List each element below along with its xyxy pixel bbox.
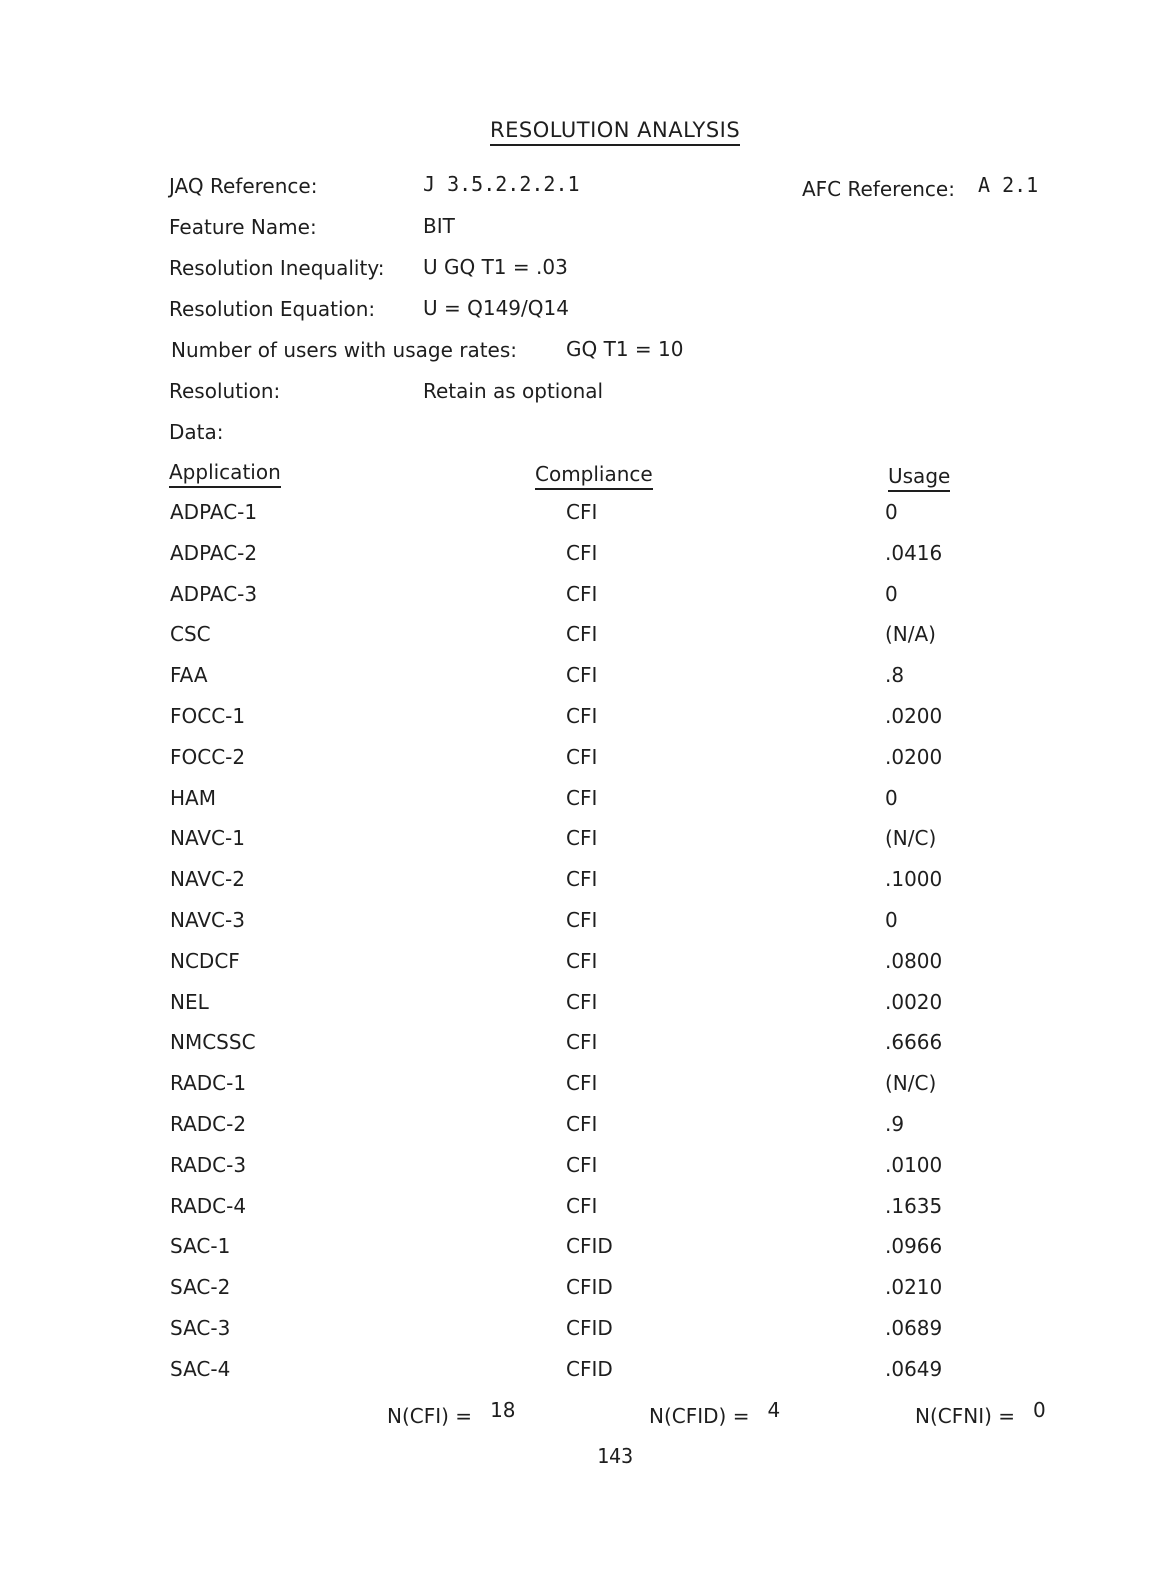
application-cell: FAA: [170, 663, 208, 688]
compliance-cell: CFI: [566, 540, 598, 565]
application-cell: NAVC-1: [170, 826, 245, 851]
jaq-reference-label: JAQ Reference:: [169, 174, 318, 198]
usage-cell: 0: [885, 581, 898, 606]
usage-cell: .0416: [885, 540, 943, 565]
table-row: [0, 622, 1161, 652]
table-row: [0, 867, 1161, 897]
usage-cell: (N/C): [885, 826, 937, 851]
application-cell: NAVC-2: [170, 867, 245, 892]
page-title: RESOLUTION ANALYSIS: [490, 118, 740, 146]
usage-cell: .0649: [885, 1356, 943, 1381]
summary-cfid-label: N(CFID) =: [649, 1404, 750, 1428]
usage-cell: 0: [885, 908, 898, 932]
usage-cell: .1635: [885, 1193, 943, 1218]
compliance-cell: CFI: [566, 948, 598, 973]
compliance-cell: CFI: [566, 704, 598, 728]
application-cell: NAVC-3: [170, 908, 245, 932]
feature-name-label: Feature Name:: [169, 215, 317, 239]
table-row: [0, 1234, 1161, 1264]
compliance-cell: CFI: [566, 622, 598, 647]
summary-cfid: [649, 1398, 781, 1428]
compliance-cell: CFI: [566, 500, 598, 524]
application-cell: RADC-1: [170, 1071, 247, 1096]
table-row: [0, 541, 1161, 571]
table-row: [0, 908, 1161, 938]
usage-cell: .0200: [885, 704, 943, 728]
table-row: [0, 1316, 1161, 1346]
usage-cell: .0210: [885, 1275, 943, 1300]
table-row: [0, 1357, 1161, 1387]
compliance-cell: CFI: [566, 989, 598, 1014]
table-row: [0, 1194, 1161, 1224]
compliance-cell: CFI: [566, 908, 598, 932]
compliance-cell: CFID: [566, 1356, 613, 1381]
compliance-cell: CFI: [566, 1112, 598, 1136]
resolution-value: Retain as optional: [423, 379, 604, 403]
resolution-inequality-label: Resolution Inequality:: [169, 256, 385, 280]
table-row: [0, 500, 1161, 530]
summary-cfid-value: 4: [767, 1398, 781, 1422]
application-cell: CSC: [170, 622, 211, 647]
usage-cell: 0: [885, 785, 898, 810]
application-cell: ADPAC-1: [170, 500, 258, 524]
compliance-cell: CFI: [566, 1193, 598, 1218]
application-cell: RADC-3: [170, 1152, 247, 1177]
usage-cell: .6666: [885, 1030, 943, 1055]
compliance-cell: CFI: [566, 581, 598, 606]
table-row: [0, 1071, 1161, 1101]
application-cell: RADC-4: [170, 1193, 247, 1218]
afc-reference-value: A 2.1: [978, 173, 1039, 197]
usage-cell: .0966: [885, 1234, 943, 1259]
usage-cell: (N/C): [885, 1071, 937, 1096]
resolution-label: Resolution:: [169, 379, 281, 403]
column-header-compliance: Compliance: [535, 462, 653, 490]
table-row: [0, 1030, 1161, 1060]
usage-cell: .0689: [885, 1316, 943, 1340]
compliance-cell: CFI: [566, 1152, 598, 1177]
application-cell: FOCC-1: [170, 704, 246, 728]
application-cell: NCDCF: [170, 948, 240, 973]
compliance-cell: CFI: [566, 1030, 598, 1055]
compliance-cell: CFI: [566, 826, 598, 851]
application-cell: NEL: [170, 989, 209, 1014]
application-cell: SAC-2: [170, 1275, 231, 1300]
summary-cfi-label: N(CFI) =: [387, 1404, 473, 1428]
usage-cell: .8: [885, 663, 905, 688]
summary-cfi-value: 18: [490, 1398, 516, 1422]
number-of-users-label: Number of users with usage rates:: [171, 338, 518, 362]
usage-cell: .0100: [885, 1152, 943, 1177]
usage-cell: (N/A): [885, 622, 936, 647]
application-cell: ADPAC-3: [170, 581, 258, 606]
table-row: [0, 582, 1161, 612]
usage-cell: .1000: [885, 867, 943, 892]
application-cell: SAC-4: [170, 1356, 231, 1381]
application-cell: NMCSSC: [170, 1030, 256, 1055]
summary-cfi: [387, 1398, 516, 1428]
usage-cell: .0200: [885, 744, 943, 769]
table-row: [0, 786, 1161, 816]
application-cell: RADC-2: [170, 1112, 247, 1136]
compliance-cell: CFI: [566, 867, 598, 892]
summary-cfni: [915, 1398, 1046, 1428]
resolution-equation-label: Resolution Equation:: [169, 297, 376, 321]
application-cell: HAM: [170, 785, 216, 810]
application-cell: ADPAC-2: [170, 540, 258, 565]
table-row: [0, 990, 1161, 1020]
compliance-cell: CFI: [566, 1071, 598, 1096]
number-of-users-value: GQ T1 = 10: [566, 337, 684, 361]
column-header-application: Application: [169, 460, 281, 488]
application-cell: FOCC-2: [170, 744, 246, 769]
compliance-cell: CFI: [566, 744, 598, 769]
compliance-cell: CFID: [566, 1234, 613, 1259]
table-row: [0, 1275, 1161, 1305]
summary-cfni-value: 0: [1033, 1398, 1046, 1422]
column-header-usage: Usage: [888, 464, 950, 492]
data-label: Data:: [169, 420, 224, 444]
resolution-inequality-value: U GQ T1 = .03: [423, 255, 568, 279]
usage-cell: .9: [885, 1112, 905, 1136]
usage-cell: .0020: [885, 989, 943, 1014]
application-cell: SAC-3: [170, 1316, 231, 1340]
page-number: 143: [597, 1444, 634, 1468]
jaq-reference-value: J 3.5.2.2.2.1: [423, 172, 580, 196]
application-cell: SAC-1: [170, 1234, 231, 1259]
summary-cfni-label: N(CFNI) =: [915, 1404, 1016, 1428]
afc-reference-label: AFC Reference:: [802, 177, 955, 201]
table-row: [0, 949, 1161, 979]
table-row: [0, 1112, 1161, 1142]
compliance-cell: CFID: [566, 1316, 613, 1340]
table-row: [0, 745, 1161, 775]
table-row: [0, 826, 1161, 856]
compliance-cell: CFI: [566, 785, 598, 810]
table-row: [0, 704, 1161, 734]
usage-cell: .0800: [885, 948, 943, 973]
resolution-equation-value: U = Q149/Q14: [423, 296, 569, 320]
table-row: [0, 1153, 1161, 1183]
compliance-cell: CFID: [566, 1275, 613, 1300]
feature-name-value: BIT: [423, 214, 455, 238]
compliance-cell: CFI: [566, 663, 598, 688]
table-row: [0, 663, 1161, 693]
usage-cell: 0: [885, 500, 898, 524]
